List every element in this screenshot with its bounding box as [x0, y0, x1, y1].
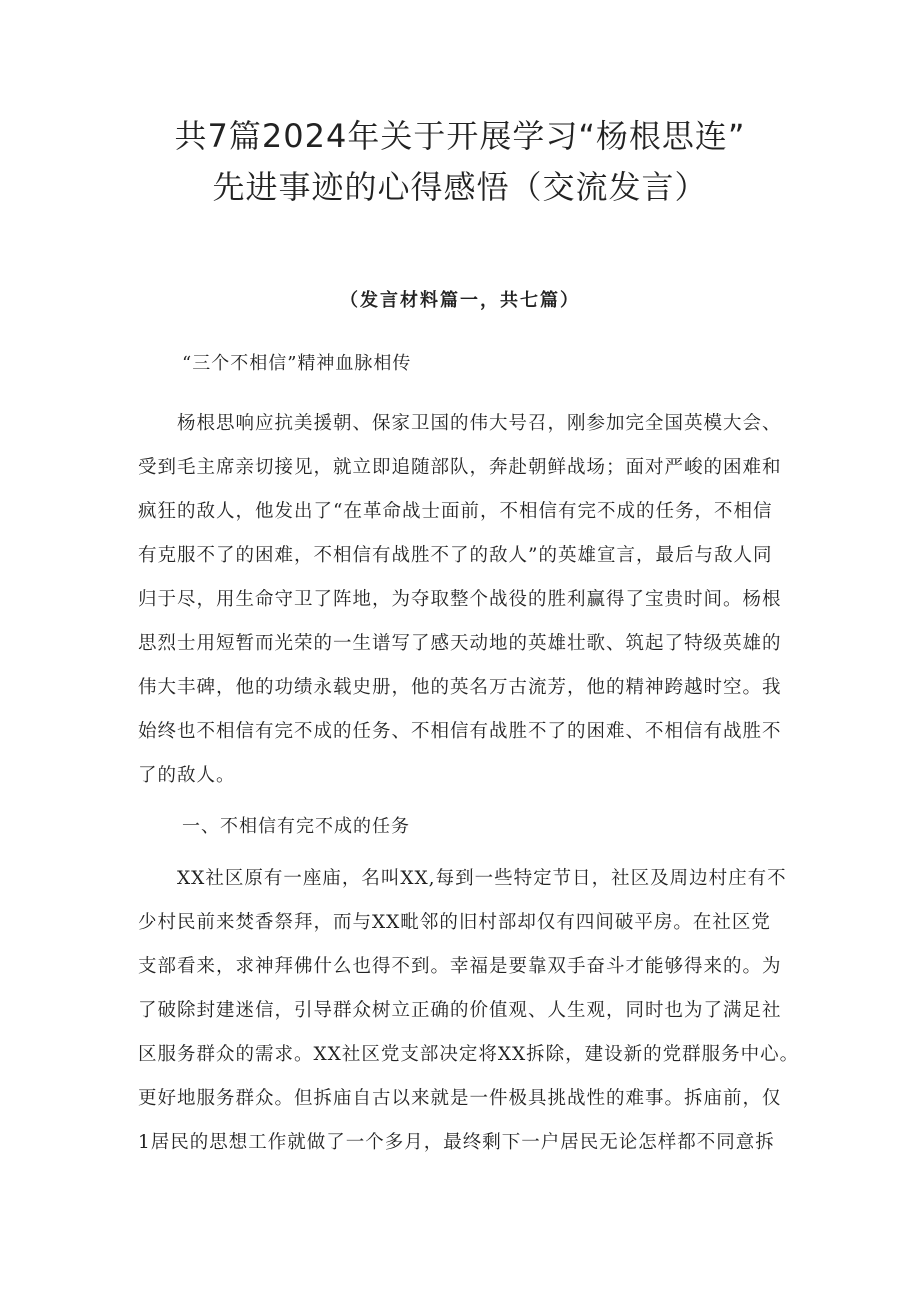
paragraph-line: 了的敌人。 — [138, 765, 236, 786]
paragraph-line: 有克服不了的困难，不相信有战胜不了的敌人”的英雄宣言，最后与敌人同 — [138, 545, 773, 566]
paragraph-1 — [138, 402, 798, 798]
paragraph-line: 支部看来，求神拜佛什么也得不到。幸福是要靠双手奋斗才能够得来的。为 — [138, 956, 782, 977]
paragraph-line: 疯狂的敌人，他发出了“在革命战士面前，不相信有完不成的任务，不相信 — [138, 501, 773, 522]
paragraph-line: 1居民的思想工作就做了一个多月，最终剩下一户居民无论怎样都不同意拆 — [138, 1132, 775, 1153]
paragraph-line: 了破除封建迷信，引导群众树立正确的价值观、人生观，同时也为了满足社 — [138, 1000, 782, 1021]
paragraph-line: 受到毛主席亲切接见，就立即追随部队，奔赴朝鲜战场；面对严峻的困难和 — [138, 457, 782, 478]
paragraph-line: 思烈士用短暂而光荣的一生谱写了感天动地的英雄壮歌、筑起了特级英雄的 — [138, 633, 782, 654]
paragraph-2 — [138, 857, 798, 1165]
paragraph-line: 归于尽，用生命守卫了阵地，为夺取整个战役的胜利赢得了宝贵时间。杨根 — [138, 589, 782, 610]
document-title-line-2: 先进事迹的心得感悟（交流发言） — [212, 168, 708, 206]
paragraph-line: 区服务群众的需求。XX社区党支部决定将XX拆除，建设新的党群服务中心。 — [138, 1044, 800, 1065]
paragraph-line: 少村民前来焚香祭拜，而与XX毗邻的旧村部却仅有四间破平房。在社区党 — [138, 912, 771, 933]
paragraph-line: 杨根思响应抗美援朝、保家卫国的伟大号召，刚参加完全国英模大会、 — [138, 413, 782, 434]
document-title-line-1: 共7篇2024年关于开展学习“杨根思连” — [174, 117, 746, 155]
paragraph-line: 伟大丰碑，他的功绩永载史册，他的英名万古流芳，他的精神跨越时空。我 — [138, 677, 782, 698]
section-heading-1: “三个不相信”精神血脉相传 — [182, 353, 412, 374]
section-heading-2: 一、不相信有完不成的任务 — [182, 816, 410, 837]
paragraph-line: XX社区原有一座庙，名叫XX,每到一些特定节日，社区及周边村庄有不 — [138, 868, 787, 889]
document-subtitle: （发言材料篇一，共七篇） — [340, 290, 580, 311]
paragraph-line: 始终也不相信有完不成的任务、不相信有战胜不了的困难、不相信有战胜不 — [138, 721, 782, 742]
paragraph-line: 更好地服务群众。但拆庙自古以来就是一件极具挑战性的难事。拆庙前，仅 — [138, 1088, 782, 1109]
